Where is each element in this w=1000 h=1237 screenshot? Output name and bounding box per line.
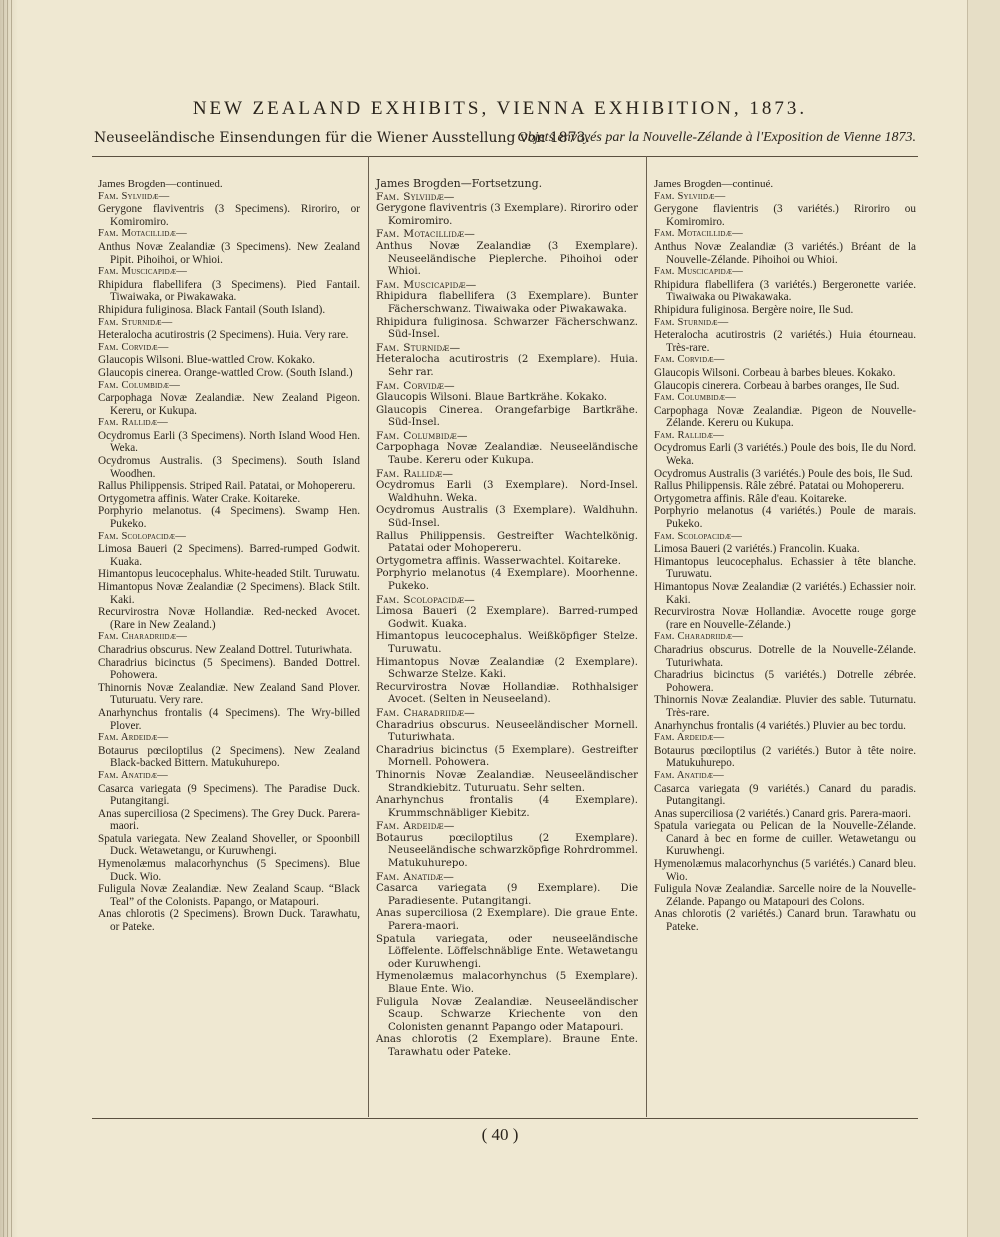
species-entry: Charadrius obscurus. Neuseeländischer Mornell. Tuturiwhata. (376, 719, 638, 744)
species-entry: Anas superciliosa (2 variétés.) Canard gris. Parera-maori. (654, 807, 911, 820)
species-entry: Glaucopis cinerera. Corbeau à barbes oranges, Ile Sud. (654, 379, 900, 392)
species-entry: Rallus Philippensis. Râle zébré. Patatai ou Mohopereru. (654, 480, 905, 493)
species-entry: Recurvirostra Novæ Hollandiæ. Rothhalsiger Avocet. (Selten in Neuseeland). (376, 681, 638, 706)
species-entry: Casarca variegata (9 variétés.) Canard du paradis. Putangitangi. (654, 782, 916, 808)
species-entry: Rhipidura flabellifera (3 variétés.) Bergeronette variée. Tiwaiwaka ou Piwakawaka. (654, 278, 916, 304)
species-entry: Ortygometra affinis. Râle d'eau. Koitareke. (654, 492, 847, 505)
family-heading: Fam. Sylviidæ— (654, 190, 726, 202)
family-heading: Fam. Columbidæ— (376, 429, 468, 442)
species-entry: Thinornis Novæ Zealandiæ. Neuseeländischer Strandkiebitz. Tuturuatu. Sehr selten. (376, 769, 638, 794)
species-entry: Ocydromus Earli (3 variétés.) Poule des bois, Ile du Nord. Weka. (654, 442, 916, 468)
species-entry: Porphyrio melanotus (4 variétés.) Poule de marais. Pukeko. (654, 505, 916, 531)
family-heading: Fam. Sturnidæ— (376, 341, 461, 354)
species-entry: Fuligula Novæ Zealandiæ. New Zealand Scaup. “Black Teal” of the Colonists. Papango, or Matapouri. (98, 883, 360, 908)
species-entry: Spatula variegata, oder neuseeländische Löffelente. Löffelschnäblige Ente. Wetawetangu oder Kuruwhengi. (376, 933, 638, 970)
species-entry: Hymenolæmus malacorhynchus (5 Specimens). Blue Duck. Wio. (98, 858, 360, 883)
column-french (654, 178, 916, 934)
species-entry: Anas superciliosa (2 Exemplare). Die graue Ente. Parera-maori. (376, 908, 638, 933)
species-entry: Himantopus Novæ Zealandiæ (2 Specimens). Black Stilt. Kaki. (98, 581, 360, 606)
species-entry: Charadrius obscurus. New Zealand Dottrel. Tuturiwhata. (98, 643, 353, 656)
species-entry: Botaurus pœciloptilus (2 variétés.) Butor à tête noire. Matukuhurepo. (654, 744, 916, 770)
species-entry: Gerygone flaviventris (3 Specimens). Riroriro, or Komiromiro. (98, 203, 360, 228)
species-entry: Ocydromus Earli (3 Specimens). North Island Wood Hen. Weka. (98, 429, 360, 455)
species-entry: Himantopus Novæ Zealandiæ (2 variétés.) Echassier noir. Kaki. (654, 581, 916, 606)
family-heading: Fam. Ardeidæ— (376, 820, 455, 833)
species-entry: Hymenolæmus malacorhynchus (5 variétés.) Canard bleu. Wio. (654, 858, 916, 883)
species-entry: Ocydromus Australis (3 variétés.) Poule des bois, Ile Sud. (654, 467, 913, 480)
family-heading: Fam. Sturnidæ— (98, 316, 173, 328)
family-heading: Fam. Rallidæ— (98, 417, 168, 429)
page-title: NEW ZEALAND EXHIBITS, VIENNA EXHIBITION, 1873. (192, 98, 808, 119)
species-entry: Rhipidura fuliginosa. Schwarzer Fächerschwanz. Süd-Insel. (376, 316, 638, 341)
species-entry: Fuligula Novæ Zealandiæ. Sarcelle noire de la Nouvelle-Zélande. Papango ou Matapouri des Colons. (654, 883, 916, 908)
species-entry: Charadrius bicinctus (5 Specimens). Banded Dottrel. Pohowera. (98, 656, 360, 682)
column-header: James Brogden—continued. (98, 178, 223, 190)
species-entry: Ocydromus Australis. (3 Specimens). South Island Woodhen. (98, 455, 360, 480)
species-entry: Himantopus leucocephalus. Weißköpfiger Stelze. Turuwatu. (376, 631, 638, 655)
family-heading: Fam. Rallidæ— (654, 429, 724, 441)
species-entry: Anarhynchus frontalis (4 Specimens). The Wry-billed Plover. (98, 706, 360, 732)
species-entry: Thinornis Novæ Zealandiæ. New Zealand Sand Plover. Tuturuatu. Very rare. (98, 681, 360, 707)
family-heading: Fam. Motacillidæ— (98, 228, 187, 240)
family-heading: Fam. Corvidæ— (376, 379, 455, 392)
species-entry: Anthus Novæ Zealandiæ (3 Exemplare). Neuseeländische Pieplerche. Pihoihoi oder Whioi. (376, 240, 638, 278)
species-entry: Porphyrio melanotus. (4 Specimens). Swamp Hen. Pukeko. (98, 505, 360, 531)
species-entry: Anthus Novæ Zealandiæ (3 variétés.) Bréant de la Nouvelle-Zélande. Pihoihoi ou Whioi. (654, 240, 916, 266)
species-entry: Himantopus leucocephalus. Echassier à tête blanche. Turuwatu. (654, 555, 916, 581)
species-entry: Carpophaga Novæ Zealandiæ. New Zealand Pigeon. Kereru, or Kukupa. (98, 392, 360, 417)
species-entry: Ocydromus Earli (3 Exemplare). Nord-Insel. Waldhuhn. Weka. (376, 480, 638, 504)
species-entry: Recurvirostra Novæ Hollandiæ. Avocette rouge gorge (rare en Nouvelle-Zélande.) (654, 606, 916, 631)
species-entry: Anthus Novæ Zealandiæ (3 Specimens). New Zealand Pipit. Pihoihoi, or Whioi. (98, 240, 360, 266)
species-entry: Carpophaga Novæ Zealandiæ. Pigeon de Nouvelle-Zélande. Kereru ou Kukupa. (654, 404, 916, 430)
family-heading: Fam. Ardeidæ— (98, 732, 169, 744)
species-entry: Ortygometra affinis. Water Crake. Koitareke. (98, 492, 301, 505)
species-entry: Charadrius obscurus. Dotrelle de la Nouvelle-Zélande. Tuturiwhata. (654, 643, 916, 669)
species-entry: Casarca variegata (9 Exemplare). Die Paradiesente. Putangitangi. (376, 883, 638, 907)
species-entry: Hymenolæmus malacorhynchus (5 Exemplare). Blaue Ente. Wio. (376, 971, 638, 995)
species-entry: Himantopus Novæ Zealandiæ (2 Exemplare). Schwarze Stelze. Kaki. (376, 656, 638, 681)
family-heading: Fam. Sylviidæ— (98, 190, 170, 202)
species-entry: Spatula variegata. New Zealand Shoveller, or Spoonbill Duck. Wetawetangu, or Kuruwhengi. (98, 832, 360, 858)
species-entry: Ocydromus Australis (3 Exemplare). Waldhuhn. Süd-Insel. (376, 505, 638, 530)
species-entry: Spatula variegata ou Pelican de la Nouvelle-Zélande. Canard à bec en forme de cuiller. Wetawetangu ou Kuruwhengi. (654, 820, 916, 858)
species-entry: Ortygometra affinis. Wasserwachtel. Koitareke. (376, 555, 621, 567)
family-heading: Fam. Scolopacidæ— (376, 593, 475, 606)
species-entry: Charadrius bicinctus (5 variétés.) Dotrelle zébrée. Pohowera. (654, 669, 916, 694)
subtitle-german: Neuseeländische Einsendungen für die Wiener Ausstellung von 1873. (94, 130, 590, 146)
species-entry: Glaucopis Wilsoni. Corbeau à barbes bleues. Kokako. (654, 366, 896, 379)
family-heading: Fam. Muscicapidæ— (654, 266, 744, 278)
species-entry: Anas chlorotis (2 variétés.) Canard brun. Tarawhatu ou Pateke. (654, 908, 916, 934)
family-heading: Fam. Scolopacidæ— (654, 530, 742, 542)
species-entry: Heteralocha acutirostris (2 Specimens). Huia. Very rare. (98, 329, 349, 342)
column-header: James Brogden—continué. (654, 178, 774, 190)
family-heading: Fam. Charadriidæ— (98, 631, 188, 643)
species-entry: Anarhynchus frontalis (4 variétés.) Pluvier au bec tordu. (654, 719, 906, 732)
species-entry: Rhipidura fuliginosa. Black Fantail (South Island). (98, 303, 326, 316)
page-binding (0, 0, 18, 1237)
species-entry: Glaucopis cinerea. Orange-wattled Crow. (South Island.) (98, 366, 353, 379)
column-divider-2 (646, 156, 647, 1117)
species-entry: Porphyrio melanotus (4 Exemplare). Moorhenne. Pukeko. (376, 568, 638, 592)
family-heading: Fam. Rallidæ— (376, 467, 454, 480)
column-divider-1 (368, 156, 369, 1117)
species-entry: Limosa Baueri (2 Specimens). Barred-rumped Godwit. Kuaka. (98, 543, 360, 568)
family-heading: Fam. Ardeidæ— (654, 732, 725, 744)
species-entry: Carpophaga Novæ Zealandiæ. Neuseeländische Taube. Kereru oder Kukupa. (376, 442, 638, 467)
species-entry: Rhipidura flabellifera (3 Specimens). Pied Fantail. Tiwaiwaka, or Piwakawaka. (98, 278, 360, 304)
species-entry: Charadrius bicinctus (5 Exemplare). Gestreifter Mornell. Pohowera. (376, 744, 638, 769)
family-heading: Fam. Sylviidæ— (376, 190, 455, 203)
family-heading: Fam. Columbidæ— (654, 392, 737, 404)
species-entry: Thinornis Novæ Zealandiæ. Pluvier des sable. Tuturnatu. Très-rare. (654, 694, 916, 719)
family-heading: Fam. Corvidæ— (98, 341, 169, 353)
species-entry: Glaucopis Cinerea. Orangefarbige Bartkrähe. Süd-Insel. (376, 404, 638, 429)
species-entry: Heteralocha acutirostris (2 variétés.) Huia étourneau. Très-rare. (654, 329, 916, 354)
family-heading: Fam. Muscicapidæ— (376, 278, 477, 291)
family-heading: Fam. Anatidæ— (654, 769, 724, 781)
species-entry: Glaucopis Wilsoni. Blaue Bartkrähe. Kokako. (376, 392, 608, 404)
family-heading: Fam. Anatidæ— (98, 769, 168, 781)
species-entry: Casarca variegata (9 Specimens). The Paradise Duck. Putangitangi. (98, 782, 360, 808)
family-heading: Fam. Anatidæ— (376, 870, 455, 883)
species-entry: Himantopus leucocephalus. White-headed Stilt. Turuwatu. (98, 568, 360, 581)
species-entry: Anas chlorotis (2 Specimens). Brown Duck. Tarawhatu, or Pateke. (98, 908, 360, 934)
species-entry: Anas chlorotis (2 Exemplare). Braune Ente. Tarawhatu oder Pateke. (376, 1034, 638, 1058)
family-heading: Fam. Sturnidæ— (654, 316, 729, 328)
species-entry: Gerygone flavientris (3 variétés.) Riroriro ou Komiromiro. (654, 203, 916, 228)
species-entry: Glaucopis Wilsoni. Blue-wattled Crow. Kokako. (98, 354, 316, 367)
species-entry: Anarhynchus frontalis (4 Exemplare). Krummschnäbliger Kiebitz. (376, 795, 638, 819)
subtitle-french: Objets envoyés par la Nouvelle-Zélande à l'Exposition de Vienne 1873. (517, 130, 916, 145)
family-heading: Fam. Muscicapidæ— (98, 266, 188, 278)
species-entry: Botaurus pœciloptilus (2 Specimens). New Zealand Black-backed Bittern. Matukuhurepo. (98, 744, 360, 770)
family-heading: Fam. Motacillidæ— (654, 228, 743, 240)
species-entry: Botaurus pœciloptilus (2 Exemplare). Neuseeländische schwarzköpfige Rohrdrommel. Matukuhurepo. (376, 832, 638, 870)
page-number: ( 40 ) (481, 1125, 519, 1144)
species-entry: Limosa Baueri (2 Exemplare). Barred-rumped Godwit. Kuaka. (376, 606, 638, 630)
species-entry: Anas superciliosa (2 Specimens). The Grey Duck. Parera-maori. (98, 807, 360, 833)
species-entry: Rhipidura flabellifera (3 Exemplare). Bunter Fächerschwanz. Tiwaiwaka oder Piwakawaka. (376, 291, 638, 315)
species-entry: Heteralocha acutirostris (2 Exemplare). Huia. Sehr rar. (376, 354, 638, 378)
family-heading: Fam. Motacillidæ— (376, 228, 476, 241)
family-heading: Fam. Corvidæ— (654, 354, 725, 366)
family-heading: Fam. Charadriidæ— (654, 631, 744, 643)
species-entry: Rallus Philippensis. Striped Rail. Patatai, or Mohopereru. (98, 480, 356, 493)
column-header: James Brogden—Fortsetzung. (376, 177, 543, 190)
species-entry: Rhipidura fuliginosa. Bergère noire, Ile Sud. (654, 303, 854, 316)
column-english (98, 178, 360, 934)
species-entry: Limosa Baueri (2 variétés.) Francolin. Kuaka. (654, 543, 860, 556)
species-entry: Recurvirostra Novæ Hollandiæ. Red-necked Avocet. (Rare in New Zealand.) (98, 606, 360, 631)
species-entry: Rallus Philippensis. Gestreifter Wachtelkönig. Patatai oder Mohopereru. (376, 530, 638, 555)
column-german (376, 178, 638, 1060)
species-entry: Gerygone flaviventris (3 Exemplare). Riroriro oder Komiromiro. (376, 203, 638, 227)
family-heading: Fam. Charadriidæ— (376, 706, 475, 719)
next-page-edge (967, 0, 1000, 1237)
family-heading: Fam. Columbidæ— (98, 379, 181, 391)
family-heading: Fam. Scolopacidæ— (98, 530, 186, 542)
species-entry: Fuligula Novæ Zealandiæ. Neuseeländischer Scaup. Schwarze Kriechente von den Colonisten genannt Papango oder Matapouri. (376, 996, 638, 1033)
